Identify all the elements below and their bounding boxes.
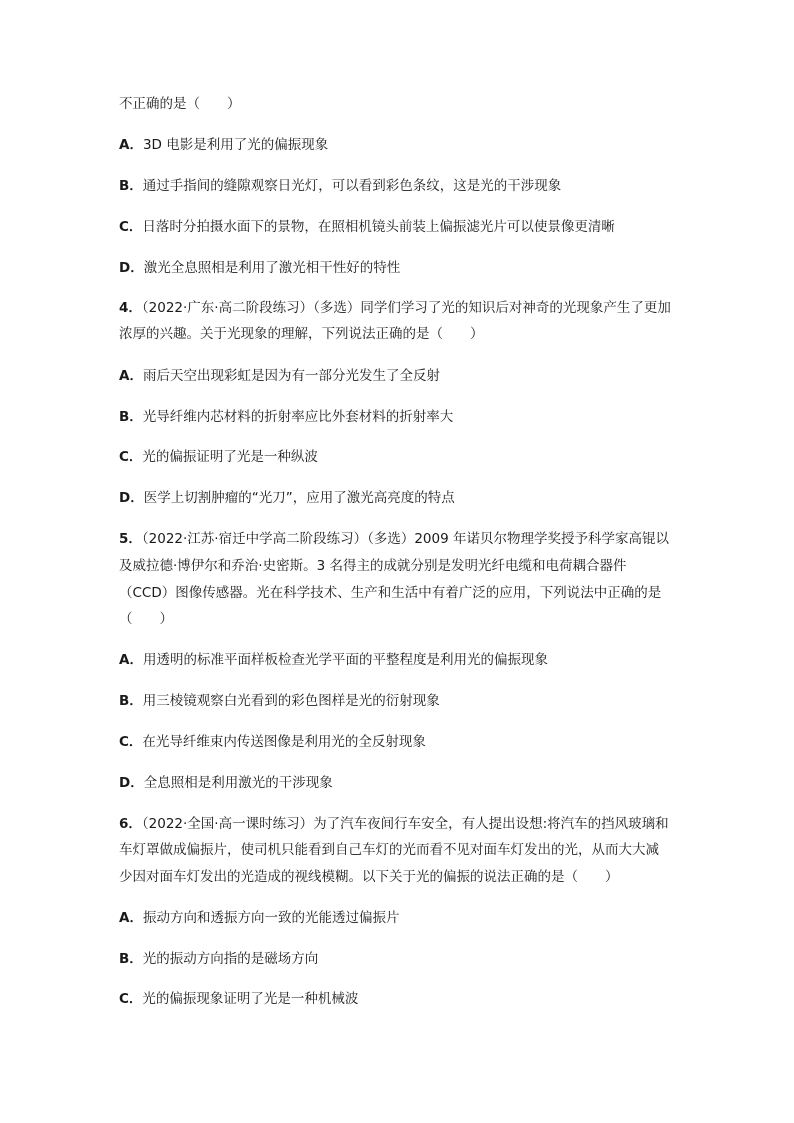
option-letter: D． bbox=[119, 260, 144, 276]
q3-option-b bbox=[119, 176, 679, 196]
option-text: 光的偏振现象证明了光是一种机械波 bbox=[142, 991, 359, 1007]
q6-stem-line-1 bbox=[119, 814, 679, 834]
q4-stem-line-2: 浓厚的兴趣。关于光现象的理解，下列说法正确的是（ ） bbox=[119, 326, 484, 342]
q5-stem-line-4: （ ） bbox=[119, 611, 173, 627]
option-letter: B． bbox=[119, 951, 143, 967]
question-number: 6． bbox=[119, 816, 142, 832]
option-letter: A． bbox=[119, 652, 143, 668]
option-text: 用三棱镜观察白光看到的彩色图样是光的衍射现象 bbox=[142, 693, 440, 709]
q6-option-c bbox=[119, 989, 679, 1009]
q6-stem-line-3: 少因对面车灯发出的光造成的视线模糊。以下关于光的偏振的说法正确的是（ ） bbox=[119, 869, 619, 885]
option-letter: B． bbox=[119, 178, 143, 194]
q6-option-a bbox=[119, 908, 679, 928]
option-letter: C． bbox=[119, 991, 143, 1007]
stem-text: （2022·江苏·宿迁中学高二阶段练习）（多选）2009 年诺贝尔物理学奖授予科学家高锟以 bbox=[141, 531, 669, 547]
q5-stem-line-3: （CCD）图像传感器。光在科学技术、生产和生活中有着广泛的应用，下列说法中正确的是 bbox=[119, 585, 662, 601]
option-text: 振动方向和透振方向一致的光能透过偏振片 bbox=[142, 910, 400, 926]
stem-text: （2022·全国·高一课时练习）为了汽车夜间行车安全，有人提出设想:将汽车的挡风玻璃和 bbox=[141, 816, 669, 832]
q5-option-d bbox=[119, 773, 679, 793]
q5-option-b bbox=[119, 691, 679, 711]
q3-option-d bbox=[119, 258, 679, 278]
option-text: 雨后天空出现彩虹是因为有一部分光发生了全反射 bbox=[142, 368, 440, 384]
option-text: 日落时分拍摄水面下的景物，在照相机镜头前装上偏振滤光片可以使景像更清晰 bbox=[142, 219, 615, 235]
q4-option-c bbox=[119, 447, 679, 467]
q3-stem-tail: 不正确的是（ ） bbox=[119, 96, 241, 112]
option-letter: A． bbox=[119, 368, 143, 384]
option-text: 光的偏振证明了光是一种纵波 bbox=[142, 449, 318, 465]
option-letter: A． bbox=[119, 910, 143, 926]
q6-stem-line-2: 车灯罩做成偏振片，使司机只能看到自己车灯的光而看不见对面车灯发出的光，从而大大减 bbox=[119, 842, 659, 858]
option-text: 医学上切割肿瘤的“光刀”，应用了激光高亮度的特点 bbox=[143, 490, 455, 506]
stem-text: （2022·广东·高二阶段练习）（多选）同学们学习了光的知识后对神奇的光现象产生了更加 bbox=[141, 300, 671, 316]
option-text: 激光全息照相是利用了激光相干性好的特性 bbox=[143, 260, 401, 276]
option-text: 光导纤维内芯材料的折射率应比外套材料的折射率大 bbox=[142, 409, 454, 425]
option-text: 在光导纤维束内传送图像是利用光的全反射现象 bbox=[142, 734, 426, 750]
question-number: 5． bbox=[119, 531, 142, 547]
option-text: 通过手指间的缝隙观察日光灯，可以看到彩色条纹，这是光的干涉现象 bbox=[142, 178, 562, 194]
q3-option-a bbox=[119, 135, 679, 155]
option-letter: C． bbox=[119, 734, 143, 750]
q4-stem-line-1 bbox=[119, 298, 679, 318]
option-letter: B． bbox=[119, 693, 143, 709]
option-text: 光的振动方向指的是磁场方向 bbox=[142, 951, 319, 967]
q6-option-b bbox=[119, 949, 679, 969]
q4-option-a bbox=[119, 366, 679, 386]
option-letter: B． bbox=[119, 409, 143, 425]
option-letter: C． bbox=[119, 449, 143, 465]
question-number: 4． bbox=[119, 300, 142, 316]
option-letter: D． bbox=[119, 775, 144, 791]
q5-stem-line-2: 及威拉德·博伊尔和乔治·史密斯。3 名得主的成就分别是发明光纤电缆和电荷耦合器件 bbox=[119, 558, 627, 574]
q4-option-b bbox=[119, 407, 679, 427]
option-text: 全息照相是利用激光的干涉现象 bbox=[143, 775, 333, 791]
option-letter: A． bbox=[119, 137, 143, 153]
option-letter: C． bbox=[119, 219, 143, 235]
option-text: 用透明的标准平面样板检查光学平面的平整程度是利用光的偏振现象 bbox=[142, 652, 548, 668]
option-text: 3D 电影是利用了光的偏振现象 bbox=[142, 137, 329, 153]
q4-option-d bbox=[119, 488, 679, 508]
option-letter: D． bbox=[119, 490, 144, 506]
q5-option-a bbox=[119, 650, 679, 670]
q5-stem-line-1 bbox=[119, 529, 679, 549]
q3-option-c bbox=[119, 217, 679, 237]
q5-option-c bbox=[119, 732, 679, 752]
